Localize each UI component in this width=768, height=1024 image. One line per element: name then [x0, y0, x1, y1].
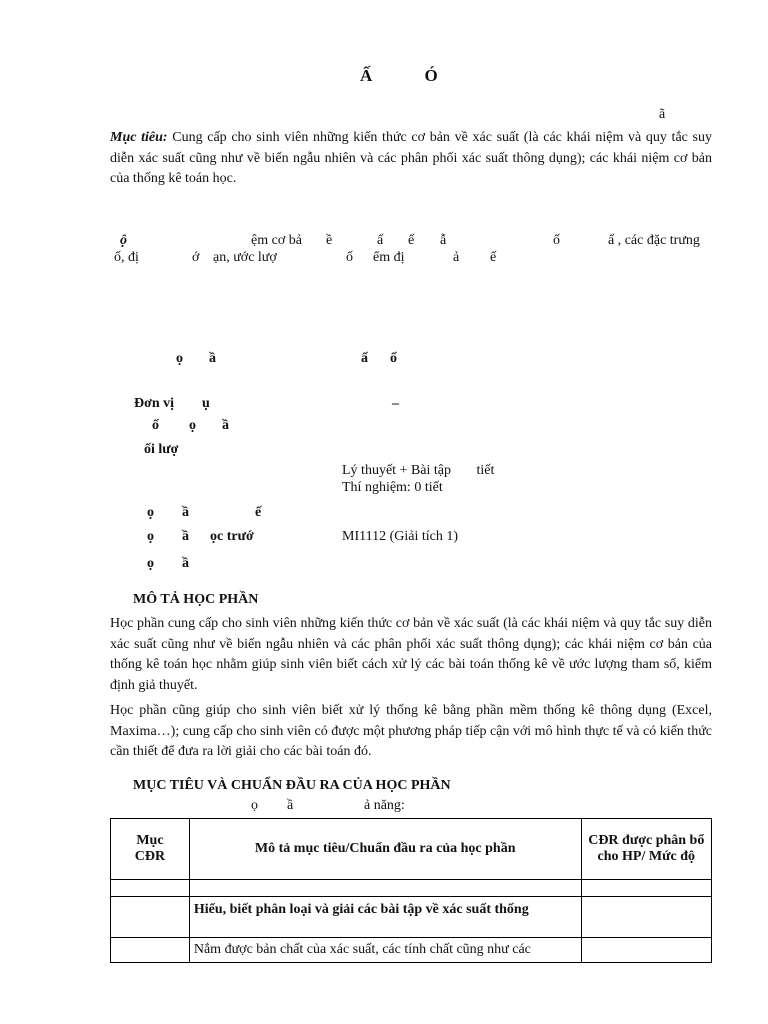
- header-description: Mô tả mục tiêu/Chuẩn đầu ra của học phần: [189, 819, 581, 880]
- table-row: [111, 938, 712, 963]
- description-paragraph-1: Học phần cung cấp cho sinh viên những kiến thức cơ bản về xác suất (là các khái niệm và quy tắc suy diễn xác suất cũng như về biến ngẫu nhiên và các phân phối xác suất thông dụng); các khái niệm cơ bản của thống kê toán học nhằm giúp sinh viên biết cách xử lý các bài toán thống kê về ước lượng tham số, kiểm định giả thuyết.: [110, 616, 712, 693]
- objective-text: Cung cấp cho sinh viên những kiến thức cơ bản về xác suất (là các khái niệm và quy tắc suy diễn xác suất cũng như về biến ngẫu nhiên và các phân phối xác suất thông dụng); các khái niệm cơ bản của thống kê toán học.: [110, 130, 712, 186]
- objective-paragraph: [110, 128, 712, 190]
- objective-1-description: Hiểu, biết phân loại và giải các bài tập về xác suất thống: [189, 897, 581, 938]
- table-row: [111, 880, 712, 897]
- volume-label: ối lượ: [144, 442, 179, 457]
- objectives-heading: MỤC TIÊU VÀ CHUẨN ĐẦU RA CỦA HỌC PHẦN: [133, 778, 451, 793]
- theory-hours: Lý thuyết + Bài tập tiết: [342, 463, 495, 478]
- header-cdr: Mục CĐR: [111, 819, 190, 880]
- lab-hours: Thí nghiệm: 0 tiết: [342, 480, 443, 495]
- objectives-table: [110, 818, 712, 963]
- table-header-row: [111, 819, 712, 880]
- document-title: Ấ Ó: [360, 66, 438, 85]
- header-allocation: CĐR được phân bổ cho HP/ Mức độ: [581, 819, 711, 880]
- prerequisite-value: MI1112 (Giải tích 1): [342, 529, 458, 544]
- description-paragraph-2: Học phần cũng giúp cho sinh viên biết xử lý thống kê bằng phần mềm thống kê thông dụng (Excel, Maxima…); cung cấp cho sinh viên có được một phương pháp tiếp cận với mô hình thực tế và có kiến thức cần thiết để đưa ra lời giải cho các bài toán đó.: [110, 703, 712, 759]
- objective-label: Mục tiêu:: [110, 130, 168, 145]
- description-heading: MÔ TẢ HỌC PHẦN: [133, 592, 259, 607]
- subtitle-fragment: ã: [659, 107, 666, 122]
- objective-2-description: Nắm được bản chất của xác suất, các tính chất cũng như các: [189, 938, 581, 963]
- table-row: [111, 897, 712, 938]
